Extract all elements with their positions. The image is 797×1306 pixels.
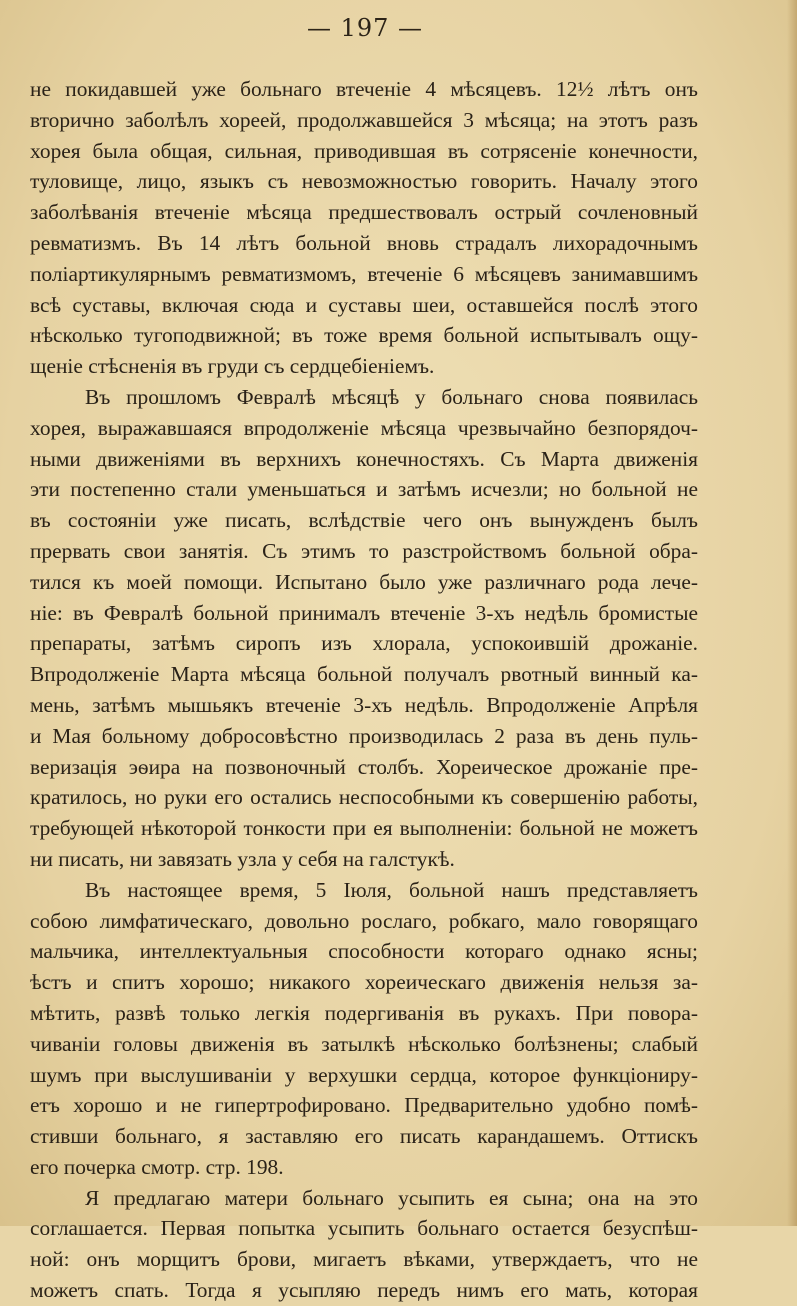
text-line: чиваніи головы движенія въ затылкѣ нѣсколько болѣзнены; слабый xyxy=(30,1031,698,1056)
text-line: не покидавшей уже больнаго втеченіе 4 мѣсяцевъ. 12½ лѣтъ онъ xyxy=(30,77,698,101)
text-line: соглашается. Первая попытка усыпить больнаго остается безуспѣш- xyxy=(30,1216,698,1241)
text-line: требующей нѣкоторой тонкости при ея выполненіи: больной не можетъ xyxy=(30,816,698,841)
text-line: туловище, лицо, языкъ съ невозможностью говорить. Началу этого xyxy=(30,169,698,194)
text-line: тился къ моей помощи. Испытано было уже различнаго рода лече- xyxy=(30,569,698,594)
text-line: веризація эѳира на позвоночный столбъ. Хореическое дрожаніе пре- xyxy=(30,754,698,779)
text-line: ніе: въ Февралѣ больной принималъ втеченіе 3-хъ недѣль бромистые xyxy=(30,600,698,625)
text-line: эти постепенно стали уменьшаться и затѣмъ исчезли; но больной не xyxy=(30,477,698,502)
text-line: хорея, выражавшаяся впродолженіе мѣсяца чрезвычайно безпорядоч- xyxy=(30,415,698,440)
text-line: и Мая больному добросовѣстно производилась 2 раза въ день пуль- xyxy=(30,723,698,748)
text-line: ни писать, ни завязать узла у себя на галстукѣ. xyxy=(30,846,455,871)
text-line: препараты, затѣмъ сиропъ изъ хлорала, успокоившій дрожаніе. xyxy=(30,631,698,656)
page-edge-shadow xyxy=(787,0,797,1226)
text-line: нѣсколько тугоподвижной; въ тоже время больной испытывалъ ощу- xyxy=(30,323,698,348)
text-line: Впродолженіе Марта мѣсяца больной получалъ рвотный винный ка- xyxy=(30,662,698,687)
text-line: ревматизмъ. Въ 14 лѣтъ больной вновь страдалъ лихорадочнымъ xyxy=(30,230,698,255)
text-line: шумъ при выслушиваніи у верхушки сердца, которое функціониру- xyxy=(30,1062,698,1087)
text-line: етъ хорошо и не гипертрофировано. Предварительно удобно помѣ- xyxy=(30,1093,698,1118)
text-line: ной: онъ морщитъ брови, мигаетъ вѣками, утверждаетъ, что не xyxy=(30,1247,698,1272)
text-line: Въ прошломъ Февралѣ мѣсяцѣ у больнаго снова появилась xyxy=(85,384,698,409)
text-line: щеніе стѣсненія въ груди съ сердцебіеніемъ. xyxy=(30,354,435,379)
text-line: хорея была общая, сильная, приводившая въ сотрясеніе конечности, xyxy=(30,138,698,163)
text-line: поліартикулярнымъ ревматизмомъ, втеченіе 6 мѣсяцевъ занимавшимъ xyxy=(30,261,698,286)
text-line: Я предлагаю матери больнаго усыпить ея сына; она на это xyxy=(85,1185,698,1210)
text-line: прервать свои занятія. Съ этимъ то разстройствомъ больной обра- xyxy=(30,538,698,563)
text-line: мень, затѣмъ мышьякъ втеченіе 3-хъ недѣль. Впродолженіе Апрѣля xyxy=(30,692,698,717)
page-number: — 197 — xyxy=(306,14,424,42)
text-line: заболѣванія втеченіе мѣсяца предшествовалъ острый сочленовный xyxy=(30,200,698,225)
text-line: стивши больнаго, я заставляю его писать карандашемъ. Оттискъ xyxy=(30,1124,698,1149)
text-line: ными движеніями въ верхнихъ конечностяхъ. Съ Марта движенія xyxy=(30,446,698,471)
body-text xyxy=(30,74,698,1306)
text-line: кратилось, но руки его остались неспособными къ совершенію работы, xyxy=(30,785,698,810)
text-line: можетъ спать. Тогда я усыпляю передъ нимъ его мать, которая xyxy=(30,1278,698,1303)
text-line: вторично заболѣлъ хореей, продолжавшейся 3 мѣсяца; на этотъ разъ xyxy=(30,107,698,132)
text-line: собою лимфатическаго, довольно рослаго, робкаго, мало говорящаго xyxy=(30,908,698,933)
text-line: въ состояніи уже писать, вслѣдствіе чего онъ вынужденъ былъ xyxy=(30,508,698,533)
text-line: всѣ суставы, включая сюда и суставы шеи, оставшейся послѣ этого xyxy=(30,292,698,317)
text-line: мальчика, интеллектуальныя способности котораго однако ясны; xyxy=(30,939,698,964)
text-line: его почерка смотр. стр. 198. xyxy=(30,1154,284,1179)
text-line: мѣтить, развѣ только легкія подергиванія въ рукахъ. При повора- xyxy=(30,1000,698,1025)
text-line: Въ настоящее время, 5 Іюля, больной нашъ представляетъ xyxy=(85,877,698,902)
text-line: ѣстъ и спитъ хорошо; никакого хореическаго движенія нельзя за- xyxy=(30,970,698,995)
